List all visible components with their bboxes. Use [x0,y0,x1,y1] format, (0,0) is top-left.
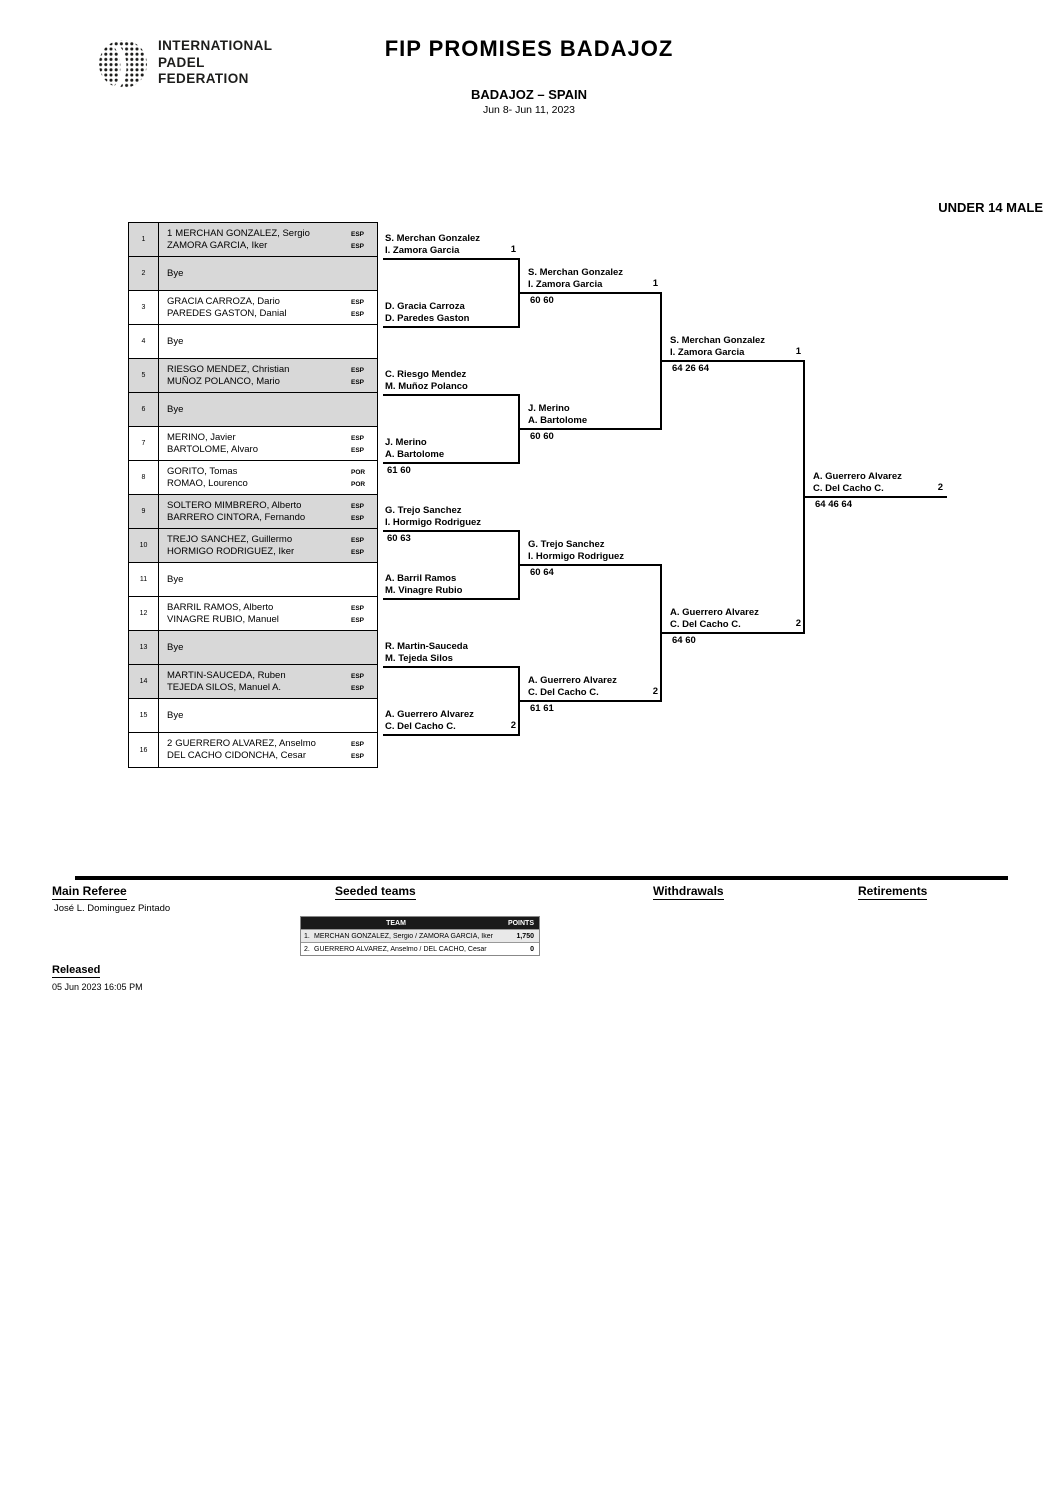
row-position: 8 [129,461,159,494]
draw-row-2 [129,257,377,291]
bracket-connector [518,666,520,736]
team-names [159,359,351,392]
match-score: 64 26 64 [672,363,709,374]
player2-name: D. Paredes Gaston [385,313,470,324]
player2-name: TEJEDA SILOS, Manuel A. [167,681,282,693]
player1-name: A. Guerrero Alvarez [528,675,617,686]
player1-name: D. Gracia Carroza [385,301,465,312]
seed-number: 2 [937,482,943,493]
row-position: 5 [129,359,159,392]
draw-row-13 [129,631,377,665]
seed-number: 2 [795,618,801,629]
player2-name: PAREDES GASTON, Danial [167,307,287,319]
seeded-teams-label: Seeded teams [335,884,416,898]
seeded-team-row [301,942,539,955]
player1-name: GUERRERO ALVAREZ, Anselmo [175,738,316,749]
team-names [159,733,351,767]
seeded-team-row [301,929,539,942]
r3-entry-1 [520,267,662,294]
bye-label: Bye [167,641,184,653]
r3-entry-3 [520,539,662,566]
player2-name: ROMAO, Lourenco [167,477,248,489]
seed-number: 2 [652,686,658,697]
player1-name: A. Guerrero Alvarez [670,607,759,618]
draw-row-3 [129,291,377,325]
logo-line-1: INTERNATIONAL [158,38,273,53]
player1-name: MERINO, Javier [167,432,236,443]
bye-label: Bye [167,267,184,279]
main-referee-label: Main Referee [52,884,127,898]
player1-name: A. Guerrero Alvarez [813,471,902,482]
page-title: FIP PROMISES BADAJOZ [384,36,674,61]
bye-label: Bye [167,709,184,721]
team-names [159,495,351,528]
country-2: ESP [351,684,365,692]
country-codes [351,359,377,392]
country-2: ESP [351,446,365,454]
r2-entry-3 [383,369,520,396]
country-2: ESP [351,242,365,250]
country-1: ESP [351,231,365,238]
row-position: 11 [129,563,159,596]
r2-entry-6 [383,573,520,600]
match-score: 61 60 [387,465,411,476]
seeded-table-header [301,917,539,929]
draw-row-11 [129,563,377,597]
player1-name: MARTIN-SAUCEDA, Ruben [167,670,286,681]
team-names [159,597,351,630]
seed-rank: 1. [304,932,310,940]
country-2: ESP [351,514,365,522]
country-codes [351,597,377,630]
draw-row-15 [129,699,377,733]
released-date: 05 Jun 2023 16:05 PM [52,982,143,992]
seed-number: 2 [510,720,516,731]
bracket-connector [518,530,520,600]
country-codes [351,291,377,324]
finalist-entry-1 [662,335,805,362]
player1-name: GRACIA CARROZA, Dario [167,296,280,307]
match-score: 64 60 [672,635,696,646]
player2-name: I. Zamora Garcia [670,347,745,358]
seeded-teams-table [300,916,540,956]
team-column-header: TEAM [386,919,406,927]
withdrawals-label: Withdrawals [653,884,724,898]
player2-name: VINAGRE RUBIO, Manuel [167,613,279,625]
row-position: 15 [129,699,159,732]
country-2: ESP [351,752,365,760]
country-2: ESP [351,548,365,556]
player1-name: R. Martin-Sauceda [385,641,468,652]
draw-row-9 [129,495,377,529]
row-position: 4 [129,325,159,358]
country-2: ESP [351,616,365,624]
country-codes [351,529,377,562]
player1-name: G. Trejo Sanchez [385,505,462,516]
match-score: 60 60 [530,295,554,306]
r2-entry-4 [383,437,520,464]
country-2: ESP [351,310,365,318]
player2-name: C. Del Cacho C. [528,687,599,698]
bracket-connector [518,258,520,328]
match-score: 61 61 [530,703,554,714]
main-referee-name: José L. Dominguez Pintado [54,903,171,914]
bye-label: Bye [167,335,184,347]
player1-name: BARRIL RAMOS, Alberto [167,602,274,613]
row-position: 6 [129,393,159,426]
player2-name: MUÑOZ POLANCO, Mario [167,375,280,387]
player2-name: C. Del Cacho C. [670,619,741,630]
draw-row-8 [129,461,377,495]
row-position: 10 [129,529,159,562]
bye-label: Bye [167,403,184,415]
player2-name: M. Vinagre Rubio [385,585,463,596]
bracket-connector [660,292,662,430]
bracket-connector [660,564,662,702]
player2-name: I. Zamora Garcia [385,245,460,256]
draw-row-1 [129,223,377,257]
category-label: UNDER 14 MALE [938,200,1043,215]
row-position: 3 [129,291,159,324]
row-position: 9 [129,495,159,528]
player1-name: G. Trejo Sanchez [528,539,605,550]
r2-entry-8 [383,709,520,736]
draw-row-14 [129,665,377,699]
country-1: ESP [351,605,365,612]
player2-name: A. Bartolome [385,449,445,460]
player1-name: GORITO, Tomas [167,466,238,477]
svg-text:): ) [114,39,129,88]
r2-entry-2 [383,301,520,328]
finalist-entry-2 [662,607,805,634]
country-codes [351,665,377,698]
released-label: Released [52,964,101,976]
row-position: 7 [129,427,159,460]
event-location: BADAJOZ – SPAIN [470,87,588,102]
draw-row-10 [129,529,377,563]
seed-number: 1 [510,244,516,255]
player1-name: J. Merino [385,437,427,448]
row-position: 14 [129,665,159,698]
player1-name: S. Merchan Gonzalez [528,267,624,278]
player2-name: BARTOLOME, Alvaro [167,443,258,455]
seeded-team-name: GUERRERO ALVAREZ, Anselmo / DEL CACHO, Cesar [314,945,487,953]
player1-name: RIESGO MENDEZ, Christian [167,364,290,375]
country-1: ESP [351,503,365,510]
event-dates: Jun 8- Jun 11, 2023 [482,104,576,116]
seed-number: 1 [167,228,173,239]
country-2: ESP [351,378,365,386]
country-1: ESP [351,741,365,748]
player1-name: TREJO SANCHEZ, Guillermo [167,534,293,545]
seeded-team-points: 1,750 [516,932,534,940]
draw-row-12 [129,597,377,631]
bracket-connector [518,394,520,464]
player2-name: DEL CACHO CIDONCHA, Cesar [167,749,307,761]
row-position: 16 [129,733,159,767]
player2-name: I. Hormigo Rodriguez [385,517,482,528]
team-names [159,291,351,324]
player1-name: MERCHAN GONZALEZ, Sergio [175,228,310,239]
team-names [159,529,351,562]
country-codes [351,223,377,256]
player1-name: A. Barril Ramos [385,573,457,584]
player1-name: C. Riesgo Mendez [385,369,467,380]
country-codes [351,427,377,460]
r2-entry-7 [383,641,520,668]
player2-name: I. Zamora Garcia [528,279,603,290]
bracket-connector [803,360,805,634]
points-column-header: POINTS [507,919,534,927]
draw-row-5 [129,359,377,393]
match-score: 60 64 [530,567,554,578]
draw-row-16 [129,733,377,767]
player2-name: C. Del Cacho C. [813,483,884,494]
row-position: 1 [129,223,159,256]
seed-number: 1 [795,346,801,357]
row-position: 2 [129,257,159,290]
country-1: POR [351,469,366,476]
bye-label: Bye [167,573,184,585]
team-names [159,427,351,460]
player2-name: A. Bartolome [528,415,588,426]
seeded-team-name: MERCHAN GONZALEZ, Sergio / ZAMORA GARCIA, Iker [314,932,493,940]
player2-name: HORMIGO RODRIGUEZ, Iker [167,545,295,557]
logo-line-2: PADEL [158,54,205,70]
country-1: ESP [351,367,365,374]
draw-row-6 [129,393,377,427]
player2-name: M. Muñoz Polanco [385,381,468,392]
seed-number: 1 [652,278,658,289]
team-names [159,223,351,256]
team-names [159,461,351,494]
row-position: 13 [129,631,159,664]
player1-name: J. Merino [528,403,570,414]
seed-number: 2 [167,738,173,749]
draw-row-4 [129,325,377,359]
match-score: 60 60 [530,431,554,442]
draw-row-7 [129,427,377,461]
r2-entry-1 [383,233,520,260]
r3-entry-2 [520,403,662,430]
player2-name: BARRERO CINTORA, Fernando [167,511,306,523]
player2-name: ZAMORA GARCIA, Iker [167,239,268,251]
seed-rank: 2. [304,945,310,953]
country-codes [351,461,377,494]
logo-line-3: FEDERATION [158,71,249,86]
footer-divider [75,876,1008,880]
player1-name: SOLTERO MIMBRERO, Alberto [167,500,302,511]
country-codes [351,495,377,528]
player2-name: M. Tejeda Silos [385,653,453,664]
country-2: POR [351,480,366,488]
r3-entry-4 [520,675,662,702]
seeded-team-points: 0 [530,945,534,953]
r2-entry-5 [383,505,520,532]
retirements-label: Retirements [858,884,928,898]
player2-name: I. Hormigo Rodriguez [528,551,625,562]
row-position: 12 [129,597,159,630]
player1-name: S. Merchan Gonzalez [385,233,481,244]
player2-name: C. Del Cacho C. [385,721,456,732]
country-1: ESP [351,537,365,544]
country-codes [351,733,377,767]
draw-table [128,222,378,768]
player1-name: A. Guerrero Alvarez [385,709,474,720]
final-score: 64 46 64 [815,499,852,510]
champion-entry [805,471,947,498]
country-1: ESP [351,299,365,306]
team-names [159,665,351,698]
player1-name: S. Merchan Gonzalez [670,335,766,346]
country-1: ESP [351,435,365,442]
match-score: 60 63 [387,533,411,544]
country-1: ESP [351,673,365,680]
